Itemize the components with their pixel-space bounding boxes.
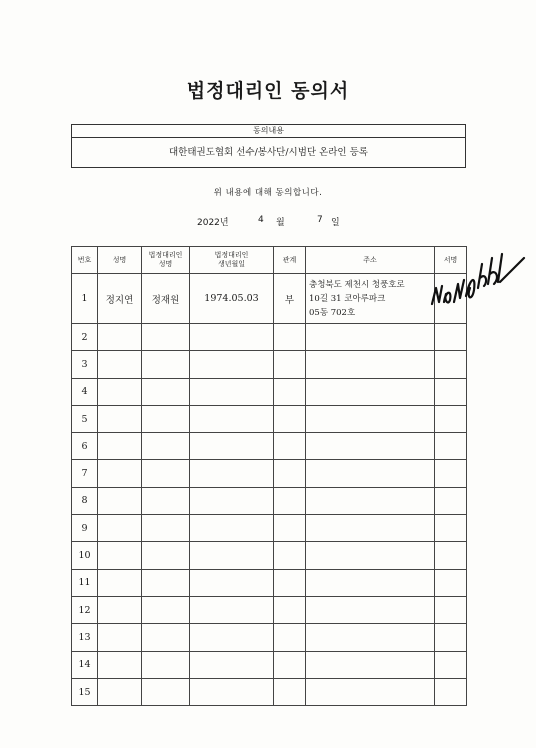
cell-no: 9 [72,515,98,542]
cell-name [98,460,142,487]
cell-guardian-birth [190,351,274,378]
cell-guardian-name [142,378,190,405]
cell-name [98,378,142,405]
table-row [72,351,467,378]
cell-name [98,433,142,460]
table-row [72,274,467,324]
cell-address [306,542,435,569]
cell-signature [435,378,467,405]
cell-name [98,678,142,705]
cell-name [98,487,142,514]
cell-address [306,515,435,542]
document-title: 법정대리인 동의서 [186,80,350,102]
header-guardian-birth-line1: 법정대리인 [214,251,249,259]
cell-signature [435,624,467,651]
date-day-unit: 일 [331,218,340,228]
consent-box [71,124,466,168]
cell-guardian-birth: 1974.05.03 [190,274,274,324]
date-year: 2022년 [197,218,229,228]
header-guardian-birth-line2: 생년월일 [217,260,246,268]
cell-name [98,515,142,542]
cell-signature [435,324,467,351]
cell-no: 7 [72,460,98,487]
cell-guardian-name [142,651,190,678]
table-row [72,378,467,405]
cell-address [306,433,435,460]
address-line-2: 10길 31 코아루파크 [309,293,386,304]
address-line-3: 05동 702호 [309,307,356,318]
cell-signature [435,542,467,569]
cell-guardian-birth [190,405,274,432]
header-guardian-birth [190,247,274,274]
cell-signature [435,487,467,514]
cell-guardian-birth [190,678,274,705]
cell-guardian-name [142,596,190,623]
cell-name [98,651,142,678]
cell-relation [274,542,306,569]
cell-name [98,624,142,651]
cell-no: 5 [72,405,98,432]
address-line-1: 충청북도 제천시 청풍호로 [309,279,405,290]
cell-address [306,324,435,351]
cell-address [306,596,435,623]
cell-address [306,569,435,596]
cell-name: 정지연 [98,274,142,324]
cell-guardian-name [142,405,190,432]
cell-address [306,378,435,405]
header-name: 성명 [98,247,142,274]
table-row [72,405,467,432]
cell-no: 1 [72,274,98,324]
cell-address [306,405,435,432]
table-row [72,542,467,569]
cell-guardian-name [142,351,190,378]
cell-signature [435,351,467,378]
header-guardian-name [142,247,190,274]
cell-no: 14 [72,651,98,678]
cell-name [98,596,142,623]
cell-address [306,651,435,678]
header-signature: 서명 [435,247,467,274]
cell-relation [274,378,306,405]
cell-address [306,678,435,705]
date-month: 4 [258,215,264,225]
cell-guardian-birth [190,651,274,678]
cell-signature [435,405,467,432]
cell-signature [435,678,467,705]
cell-address [306,274,435,324]
cell-signature [435,569,467,596]
cell-guardian-name [142,433,190,460]
table-row [72,433,467,460]
cell-guardian-name [142,515,190,542]
table-row [72,678,467,705]
cell-no: 10 [72,542,98,569]
cell-guardian-name [142,324,190,351]
consent-content: 대한태권도협회 선수/봉사단/시범단 온라인 등록 [168,147,368,158]
cell-address [306,351,435,378]
cell-no: 4 [72,378,98,405]
cell-address [306,487,435,514]
cell-relation [274,596,306,623]
cell-guardian-birth [190,515,274,542]
header-guardian-name-line1: 법정대리인 [148,251,183,259]
table-row [72,324,467,351]
cell-relation [274,624,306,651]
cell-address [306,624,435,651]
cell-guardian-name: 정재원 [142,274,190,324]
table-row [72,569,467,596]
cell-name [98,324,142,351]
header-address: 주소 [306,247,435,274]
cell-guardian-birth [190,460,274,487]
cell-no: 2 [72,324,98,351]
handwritten-signature [426,244,526,316]
cell-guardian-birth [190,542,274,569]
cell-relation [274,651,306,678]
cell-guardian-birth [190,378,274,405]
cell-relation [274,433,306,460]
header-relation: 관계 [274,247,306,274]
cell-guardian-name [142,678,190,705]
cell-no: 3 [72,351,98,378]
cell-guardian-name [142,624,190,651]
cell-relation [274,569,306,596]
cell-relation [274,405,306,432]
cell-signature [435,515,467,542]
date-day: 7 [317,215,323,225]
cell-no: 8 [72,487,98,514]
cell-signature [435,433,467,460]
table-row [72,460,467,487]
cell-signature [435,651,467,678]
agreement-statement: 위 내용에 대해 동의합니다. [213,188,323,198]
date-month-unit: 월 [276,218,285,228]
cell-guardian-name [142,569,190,596]
cell-guardian-birth [190,487,274,514]
guardian-table [71,246,467,706]
cell-guardian-birth [190,433,274,460]
cell-guardian-name [142,542,190,569]
header-guardian-name-line2: 성명 [158,260,173,268]
table-row [72,624,467,651]
cell-relation [274,515,306,542]
table-row [72,651,467,678]
cell-relation [274,678,306,705]
cell-name [98,351,142,378]
cell-no: 11 [72,569,98,596]
cell-name [98,569,142,596]
cell-no: 12 [72,596,98,623]
cell-address [306,460,435,487]
table-row [72,596,467,623]
cell-no: 6 [72,433,98,460]
cell-guardian-birth [190,596,274,623]
table-row [72,515,467,542]
cell-no: 15 [72,678,98,705]
cell-no: 13 [72,624,98,651]
cell-guardian-birth [190,624,274,651]
cell-name [98,405,142,432]
cell-relation [274,487,306,514]
header-no: 번호 [72,247,98,274]
cell-relation [274,324,306,351]
cell-relation [274,460,306,487]
cell-guardian-birth [190,324,274,351]
cell-relation [274,351,306,378]
cell-guardian-name [142,487,190,514]
cell-guardian-name [142,460,190,487]
consent-header: 동의내용 [72,125,465,138]
cell-guardian-birth [190,569,274,596]
cell-relation: 부 [274,274,306,324]
table-row [72,487,467,514]
table-header-row [72,247,467,274]
cell-signature [435,596,467,623]
cell-name [98,542,142,569]
cell-signature [435,460,467,487]
